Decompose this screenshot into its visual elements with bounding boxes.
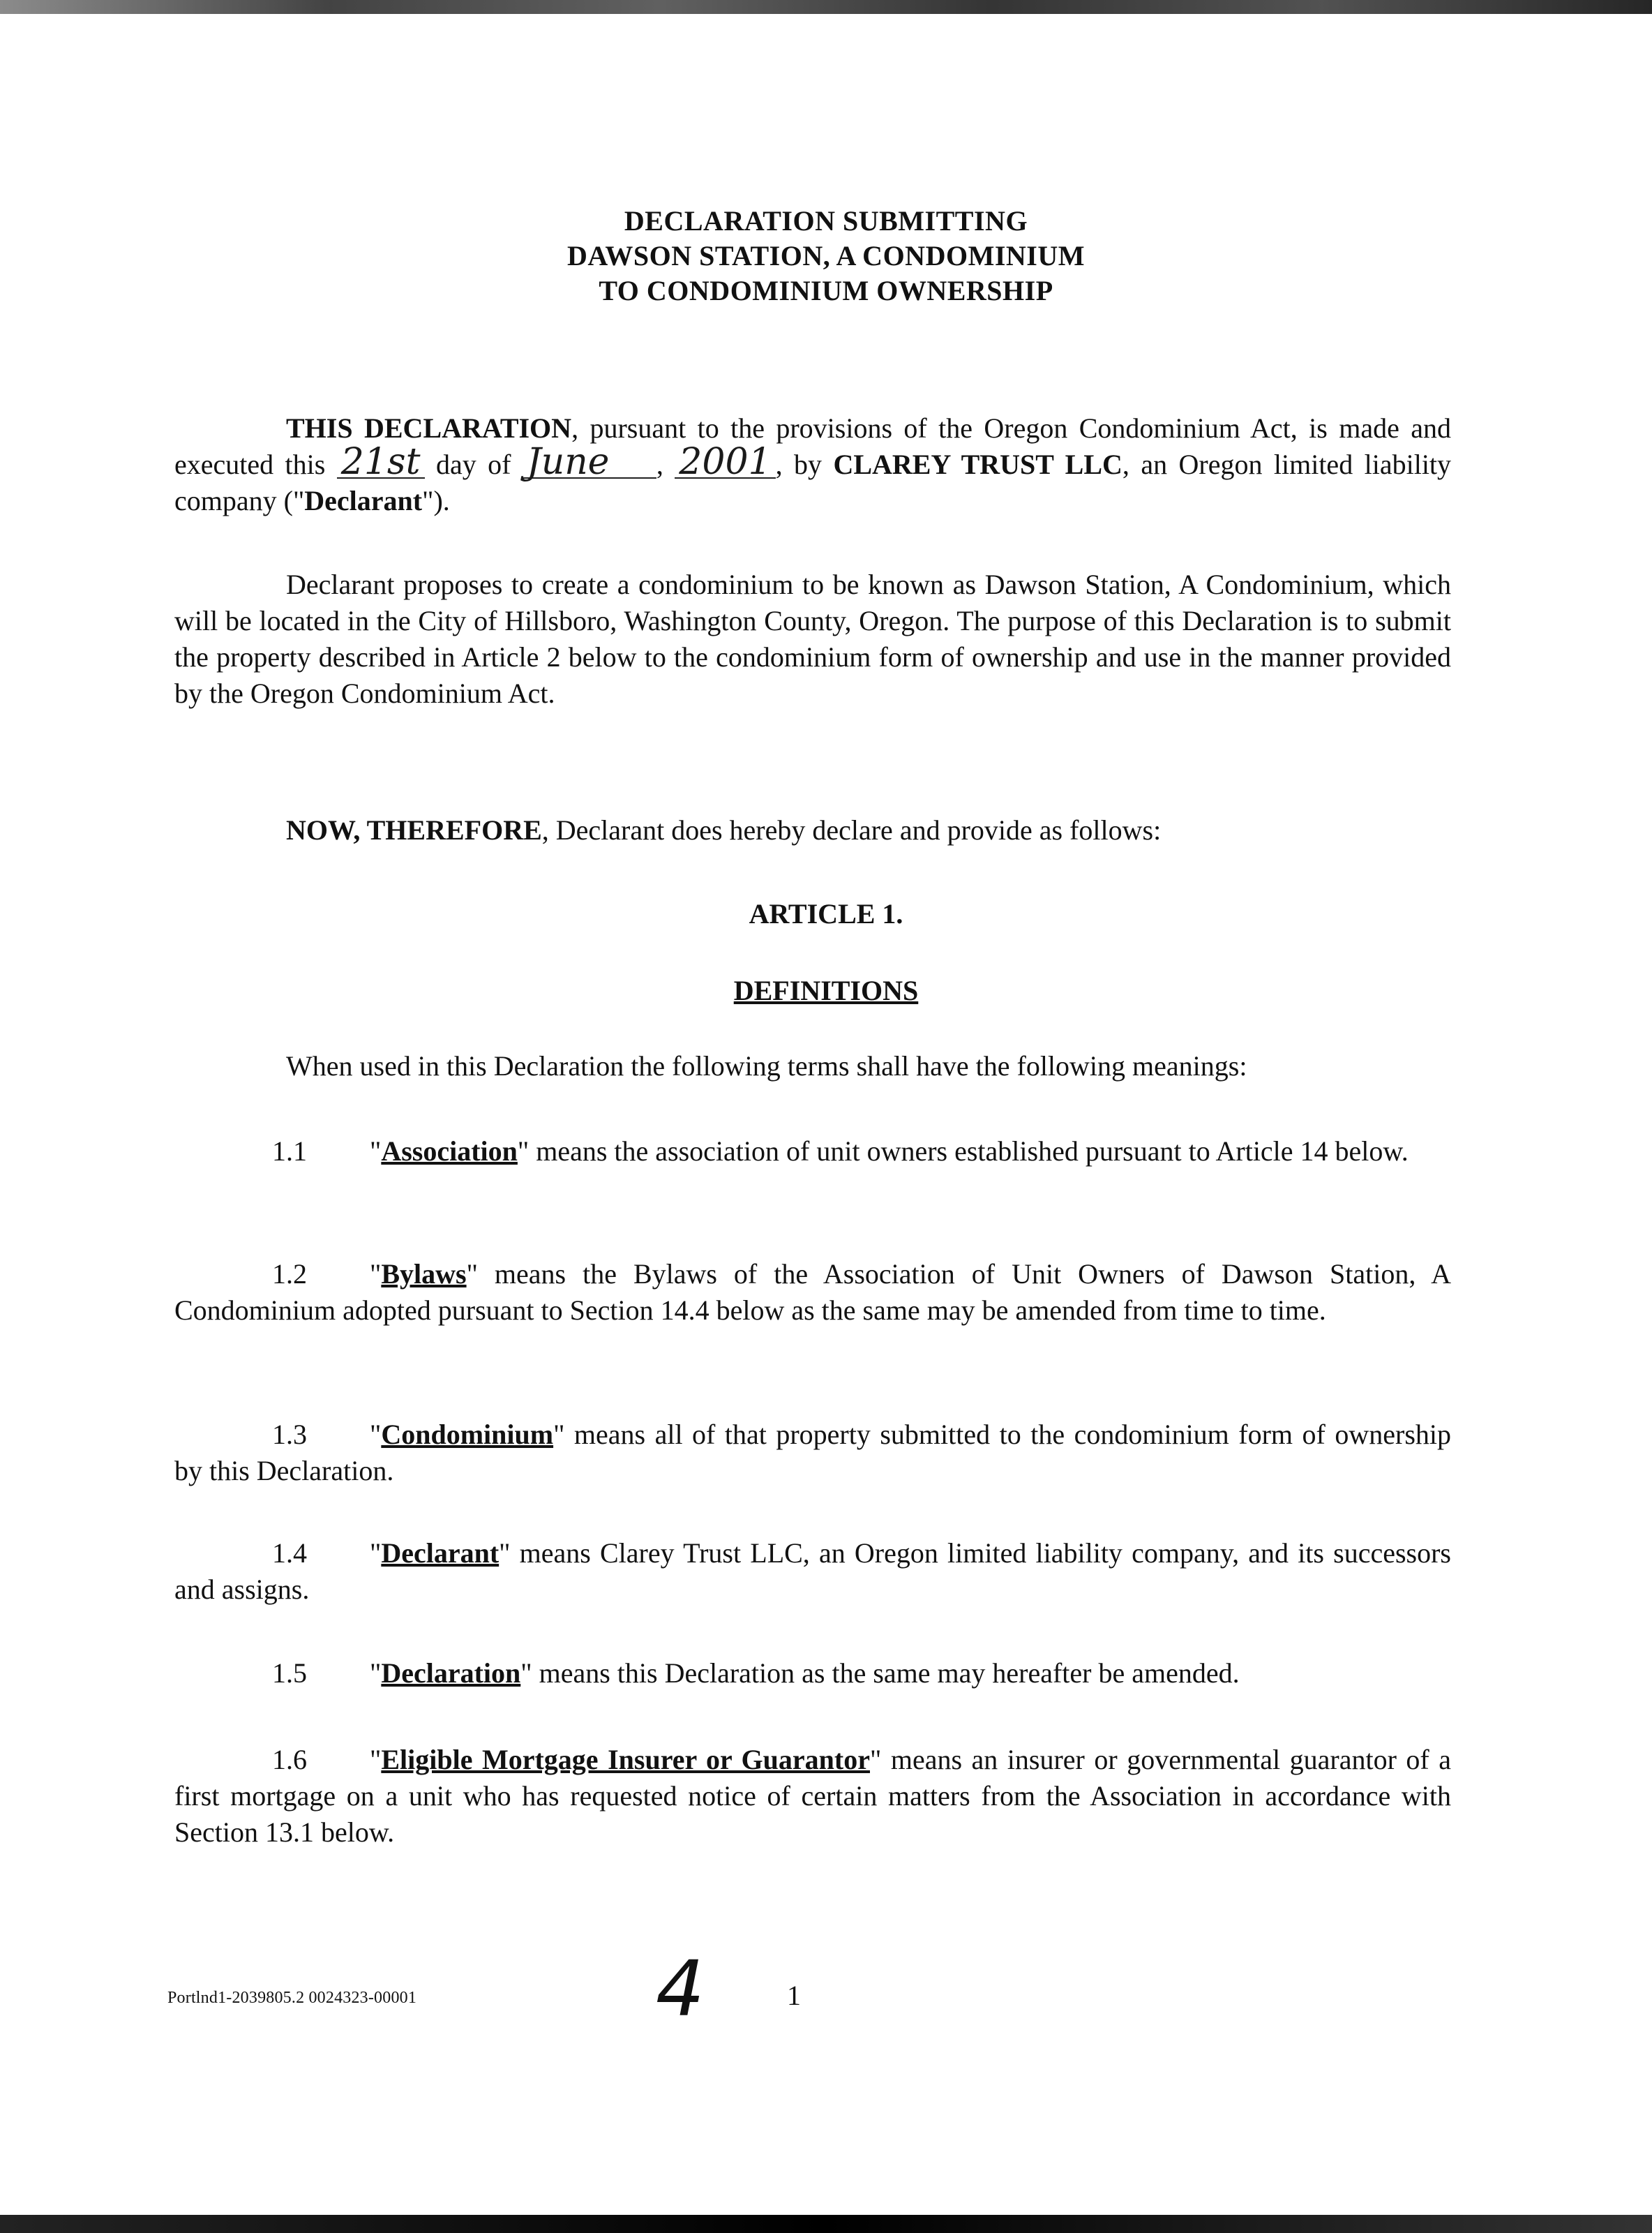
now-lead: NOW, THEREFORE	[286, 814, 542, 846]
intro-text-1: , pursuant to the provisions of the Oregon Condominium Act, is made and executed this	[174, 412, 1451, 480]
document-id: Portlnd1-2039805.2 0024323-00001	[167, 1989, 417, 2007]
definition-item: 1.2 "Bylaws" means the Bylaws of the Association of Unit Owners of Dawson Station, A Condominium adopted pursuant to Section 14.4 below as the same may be amended from time to time.	[174, 1256, 1451, 1329]
definition-term: Eligible Mortgage Insurer or Guarantor	[381, 1744, 870, 1775]
handwritten-year: 2001	[675, 447, 775, 479]
intro-paragraph: THIS DECLARATION, pursuant to the provisions of the Oregon Condominium Act, is made and executed this 21st day of June , 2001 , by CLAREY TRUST LLC, an Oregon limited liability company ("Declarant").	[174, 412, 1452, 516]
definition-number: 1.3	[272, 1419, 307, 1450]
title-line-3: TO CONDOMINIUM OWNERSHIP	[599, 275, 1053, 306]
handwritten-month: June	[523, 447, 656, 479]
intro-text-3: , by	[775, 449, 823, 480]
definition-text: " means an insurer or governmental guarantor of a first mortgage on a unit who has requested notice of certain matters from the Association in accordance with Section 13.1 below.	[174, 1744, 1452, 1848]
definition-number: 1.6	[272, 1744, 307, 1775]
definition-term: Bylaws	[381, 1258, 467, 1290]
definitions-heading: DEFINITIONS	[733, 975, 919, 1006]
purpose-text: Declarant proposes to create a condominium to be known as Dawson Station, A Condominium, which will be located in the City of Hillsboro, Washington County, Oregon. The purpose of this Declaration is to submit the property described in Article 2 below to the condominium form of ownership and use in the manner provided by the Oregon Condominium Act.	[174, 569, 1451, 709]
handwritten-page-number: 4	[656, 1944, 705, 2033]
title-line-1: DECLARATION SUBMITTING	[624, 205, 1028, 237]
now-text: , Declarant does hereby declare and provide as follows:	[541, 814, 1162, 846]
definition-text: " means this Declaration as the same may hereafter be amended.	[520, 1657, 1240, 1689]
definition-number: 1.1	[272, 1135, 307, 1167]
definition-text: " means Clarey Trust LLC, an Oregon limited liability company, and its successors and assigns.	[174, 1537, 1451, 1605]
definition-term: Declarant	[381, 1537, 500, 1569]
definition-item: 1.3 "Condominium" means all of that property submitted to the condominium form of ownership by this Declaration.	[174, 1417, 1451, 1489]
definitions-intro-text: When used in this Declaration the following terms shall have the following meanings:	[286, 1050, 1247, 1082]
definition-term: Declaration	[381, 1657, 521, 1689]
intro-declarant: Declarant	[304, 485, 423, 516]
definition-item: 1.5 "Declaration" means this Declaration as the same may hereafter be amended.	[174, 1655, 1451, 1691]
intro-text-5: ").	[422, 485, 450, 516]
page-number: 1	[787, 1980, 801, 2011]
definition-number: 1.4	[272, 1537, 307, 1569]
definition-term: Condominium	[381, 1419, 554, 1450]
definitions-intro	[174, 1048, 1451, 1084]
intro-lead: THIS DECLARATION	[286, 412, 572, 444]
purpose-paragraph	[174, 567, 1451, 712]
definition-text: " means the Bylaws of the Association of Unit Owners of Dawson Station, A Condominium adopted pursuant to Section 14.4 below as the same may be amended from time to time.	[174, 1258, 1451, 1326]
definition-number: 1.5	[272, 1657, 307, 1689]
definition-item: 1.6 "Eligible Mortgage Insurer or Guarantor" means an insurer or governmental guarantor of a first mortgage on a unit who has requested notice of certain matters from the Association in accordance with Section 13.1 below.	[174, 1742, 1451, 1851]
title-line-2: DAWSON STATION, A CONDOMINIUM	[567, 240, 1085, 271]
now-therefore-paragraph	[174, 812, 1451, 849]
article-heading: ARTICLE 1.	[749, 898, 903, 929]
definition-item: 1.1 "Association" means the association of unit owners established pursuant to Article 14 below.	[174, 1133, 1451, 1170]
document-title	[0, 204, 1652, 308]
definition-text: " means all of that property submitted to the condominium form of ownership by this Declaration.	[174, 1419, 1451, 1486]
handwritten-day: 21st	[337, 447, 425, 479]
scan-edge-bottom	[0, 2215, 1652, 2233]
definition-text: " means the association of unit owners established pursuant to Article 14 below.	[517, 1135, 1409, 1167]
intro-text-4: , an Oregon limited liability company ("	[174, 449, 1452, 516]
article-subheading	[0, 974, 1652, 1007]
intro-party: CLAREY TRUST LLC	[833, 449, 1122, 480]
definition-term: Association	[381, 1135, 518, 1167]
intro-text-2: day of	[435, 449, 511, 480]
definition-number: 1.2	[272, 1258, 307, 1290]
definition-item: 1.4 "Declarant" means Clarey Trust LLC, an Oregon limited liability company, and its successors and assigns.	[174, 1535, 1451, 1608]
